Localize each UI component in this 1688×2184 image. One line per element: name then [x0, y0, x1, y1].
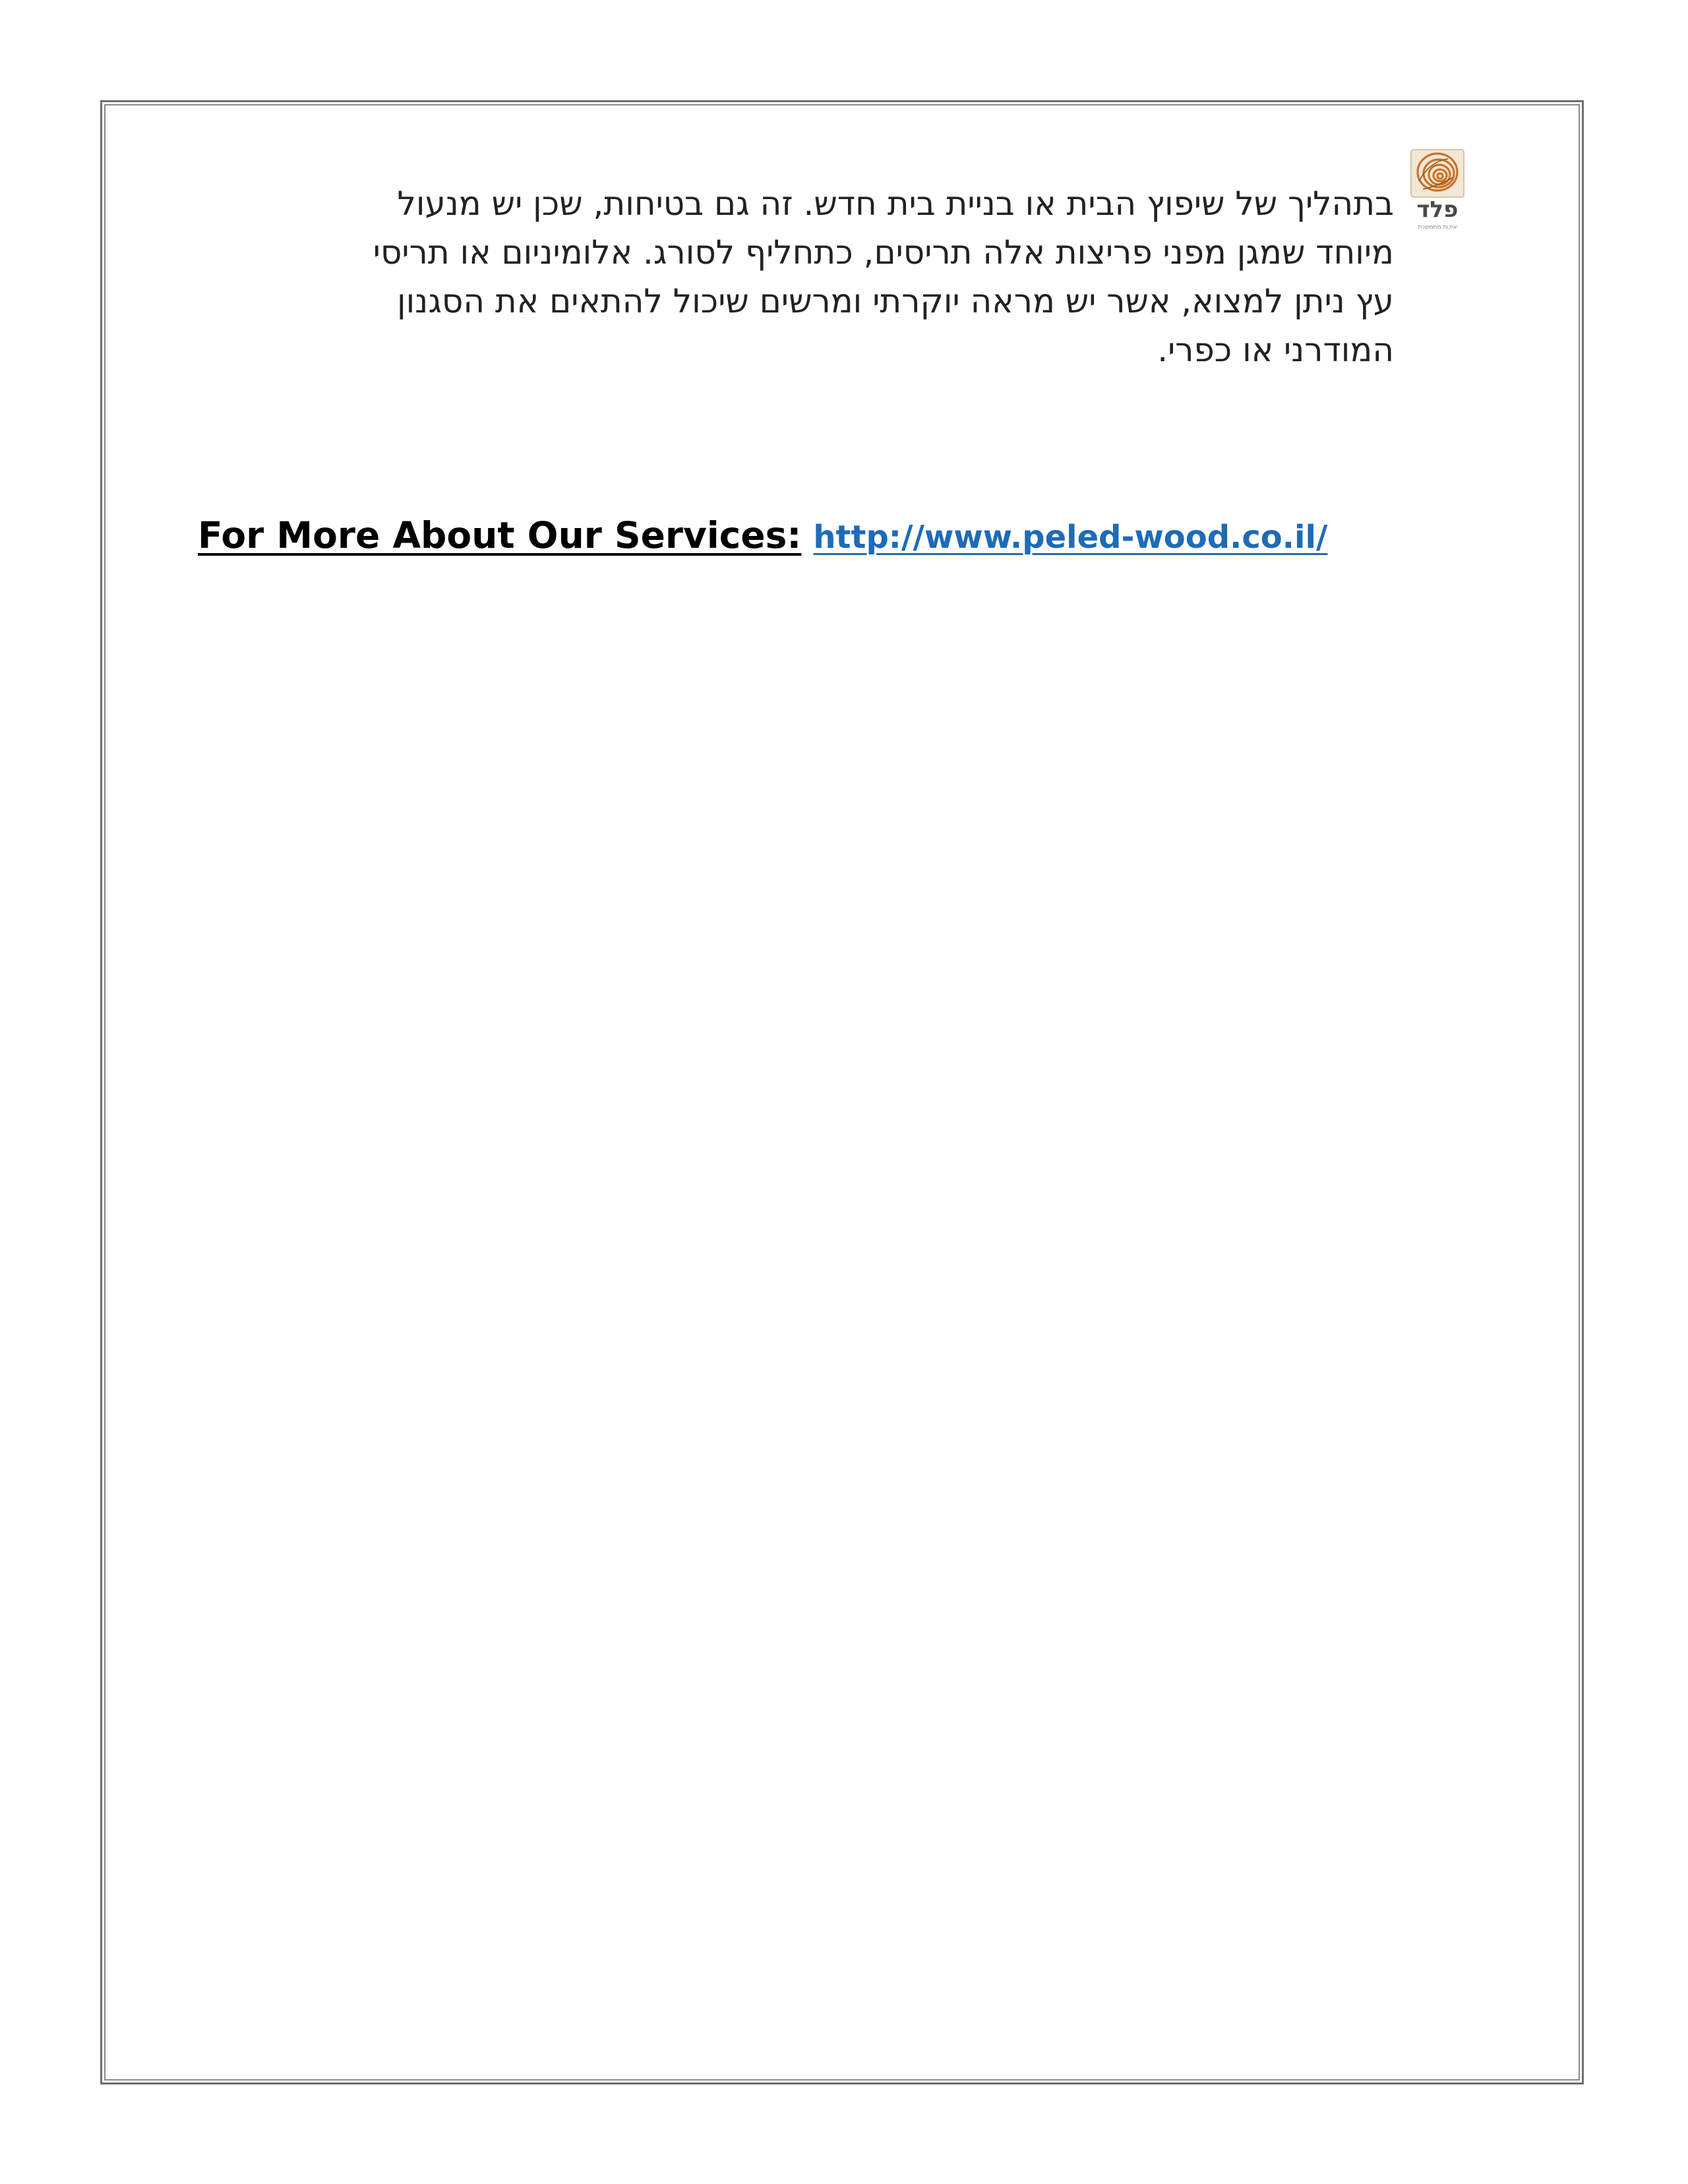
page-frame — [100, 100, 1584, 2084]
paragraph-line: עץ ניתן למצוא, אשר יש מראה יוקרתי ומרשים שיכול להתאים את הסגנון — [397, 282, 1394, 320]
logo-wordmark: פלד — [1416, 196, 1459, 223]
paragraph-line: מיוחד שמגן מפני פריצות אלה תריסים, כתחליף לסורג. אלומיניום או תריסי — [373, 233, 1394, 272]
services-label: For More About Our Services: — [198, 514, 802, 556]
company-logo — [1410, 148, 1465, 234]
services-line — [198, 514, 1327, 556]
paragraph-line: בתהליך של שיפוץ הבית או בניית בית חדש. זה גם בטיחות, שכן יש מנעול — [397, 185, 1394, 223]
website-link[interactable]: http://www.peled-wood.co.il/ — [813, 519, 1328, 556]
logo-tagline: איכות מתמשכת — [1418, 224, 1457, 231]
paragraph-line: המודרני או כפרי. — [1157, 331, 1394, 369]
body-paragraph — [196, 179, 1394, 374]
